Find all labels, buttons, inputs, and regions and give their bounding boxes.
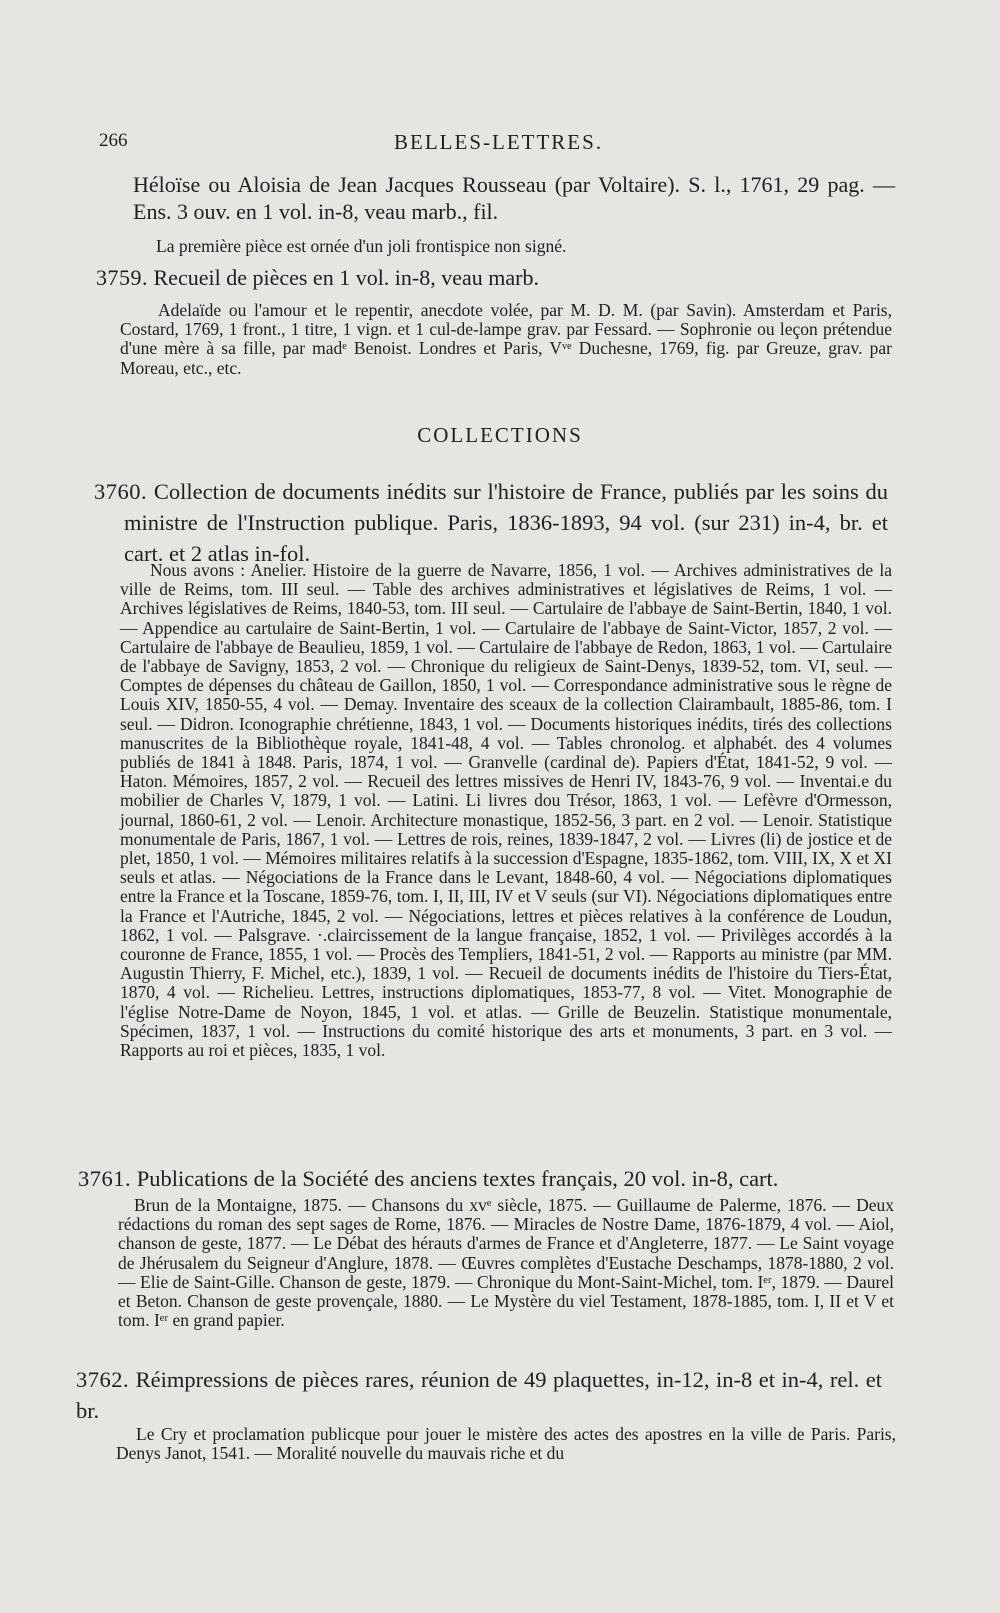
entry-3760 xyxy=(94,476,889,569)
entry-3761 xyxy=(78,1163,893,1194)
entry-number: 3760. xyxy=(94,479,148,504)
entry-3761-note: Brun de la Montaigne, 1875. — Chansons du xvᵉ siècle, 1875. — Guillaume de Palerme, 1876. — Deux rédactions du roman des sept sages de Rome, 1876. — Miracles de Nostre Dame, 1876-1879, 4 vol. — Aiol, chanson de geste, 1877. — Le Débat des hérauts d'armes de France et d'Angleterre, 1877. — Le Saint voyage de Jhérusalem du Seigneur d'Anglure, 1878. — Œuvres complètes d'Eustache Deschamps, 1878-1880, 2 vol. — Elie de Saint-Gille. Chanson de geste, 1879. — Chronique du Mont-Saint-Michel, tom. Iᵉʳ, 1879. — Daurel et Beton. Chanson de geste provençale, 1880. — Le Mystère du viel Testament, 1878-1885, tom. I, II et V et tom. Iᵉʳ en grand papier. xyxy=(118,1195,894,1331)
entry-3762 xyxy=(76,1364,882,1426)
running-head: BELLES-LETTRES. xyxy=(394,130,604,154)
entry-title: Publications de la Société des anciens textes français, 20 vol. in-8, cart. xyxy=(136,1166,779,1191)
entry-3760-note: Nous avons : Anelier. Histoire de la guerre de Navarre, 1856, 1 vol. — Archives administratives de la ville de Reims, tom. III seul. — Table des archives administratives et législatives de Reims, 1 vol. — Archives législatives de Reims, 1840-53, tom. III seul. — Cartulaire de l'abbaye de Saint-Bertin, 1840, 1 vol. — Appendice au cartulaire de Saint-Bertin, 1 vol. — Cartulaire de l'abbaye de Saint-Victor, 1857, 2 vol. — Cartulaire de l'abbaye de Beaulieu, 1859, 1 vol. — Cartulaire de l'abbaye de Redon, 1863, 1 vol. — Cartulaire de l'abbaye de Savigny, 1853, 2 vol. — Chronique du religieux de Saint-Denys, 1839-52, tom. VI, seul. — Comptes de dépenses du château de Gaillon, 1850, 1 vol. — Correspondance administrative sous le règne de Louis XIV, 1850-55, 4 vol. — Demay. Inventaire des sceaux de la collection Clairambault, 1885-86, tom. I seul. — Didron. Iconographie chrétienne, 1843, 1 vol. — Documents historiques inédits, tirés des collections manuscrites de la Bibliothèque royale, 1841-48, 4 vol. — Tables chronolog. et alphabét. des 4 volumes publiés de 1841 à 1848. Paris, 1874, 1 vol. — Granvelle (cardinal de). Papiers d'État, 1841-52, 9 vol. — Haton. Mémoires, 1857, 2 vol. — Recueil des lettres missives de Henri IV, 1843-76, 9 vol. — Inventai.e du mobilier de Charles V, 1879, 1 vol. — Latini. Li livres dou Trésor, 1863, 1 vol. — Lefèvre d'Ormesson, journal, 1860-61, 2 vol. — Lenoir. Architecture monastique, 1852-56, 3 part. en 2 vol. — Lenoir. Statistique monumentale de Paris, 1867, 1 vol. — Lettres de rois, reines, 1839-1847, 2 vol. — Livres (li) de jostice et de plet, 1850, 1 vol. — Mémoires militaires relatifs à la succession d'Espagne, 1835-1862, tom. VIII, IX, X et XI seuls et atlas. — Négociations de la France dans le Levant, 1848-60, 4 vol. — Négociations diplomatiques entre la France et la Toscane, 1859-76, tom. I, II, III, IV et V seuls (sur VI). Négociations diplomatiques entre la France et l'Autriche, 1845, 2 vol. — Négociations, lettres et pièces relatives à la conférence de Loudun, 1862, 1 vol. — Palsgrave. ·.claircissement de la langue française, 1852, 1 vol. — Privilèges accordés à la couronne de France, 1855, 1 vol. — Procès des Templiers, 1841-51, 2 vol. — Rapports au ministre (par MM. Augustin Thierry, F. Michel, etc.), 1839, 1 vol. — Recueil de documents inédits de l'histoire du Tiers-État, 1870, 4 vol. — Richelieu. Lettres, instructions diplomatiques, 1853-77, 8 vol. — Vitet. Monographie de l'église Notre-Dame de Noyon, 1845, 1 vol. et atlas. — Grille de Beuzelin. Statistique monumentale, Spécimen, 1837, 1 vol. — Instructions du comité historique des arts et monuments, 3 part. en 3 vol. — Rapports au roi et pièces, 1835, 1 vol. xyxy=(120,560,892,1061)
entry-3759 xyxy=(96,264,896,291)
entry-title: Recueil de pièces en 1 vol. in-8, veau marb. xyxy=(153,265,539,290)
entry-heloise-title: Héloïse ou Aloisia de Jean Jacques Rousseau (par Voltaire). S. l., 1761, 29 pag. — Ens. 3 ouv. en 1 vol. in-8, veau marb., fil. xyxy=(133,172,895,224)
entry-title: Réimpressions de pièces rares, réunion de 49 plaquettes, in-12, in-8 et in-4, rel. et br. xyxy=(76,1367,882,1423)
entry-number: 3762. xyxy=(76,1367,130,1392)
section-title-collections: COLLECTIONS xyxy=(417,423,583,447)
entry-3759-note: Adelaïde ou l'amour et le repentir, anecdote volée, par M. D. M. (par Savin). Amsterdam et Paris, Costard, 1769, 1 front., 1 titre, 1 vign. et 1 cul-de-lampe grav. par Fessard. — Sophronie ou leçon prétendue d'une mère à sa fille, par madᵉ Benoist. Londres et Paris, Vᵛᵉ Duchesne, 1769, fig. par Greuze, grav. par Moreau, etc., etc. xyxy=(120,300,892,378)
entry-title: Collection de documents inédits sur l'histoire de France, publiés par les soins du ministre de l'Instruction publique. Paris, 1836-1893, 94 vol. (sur 231) in-4, br. et cart. et 2 atlas in-fol. xyxy=(124,479,889,566)
page-number: 266 xyxy=(99,130,128,151)
entry-heloise-note: La première pièce est ornée d'un joli frontispice non signé. xyxy=(156,236,567,256)
entry-number: 3761. xyxy=(78,1166,132,1191)
entry-3762-note: Le Cry et proclamation publicque pour jouer le mistère des actes des apostres en la ville de Paris. Paris, Denys Janot, 1541. — Moralité nouvelle du mauvais riche et du xyxy=(116,1424,896,1464)
entry-number: 3759. xyxy=(96,265,148,290)
